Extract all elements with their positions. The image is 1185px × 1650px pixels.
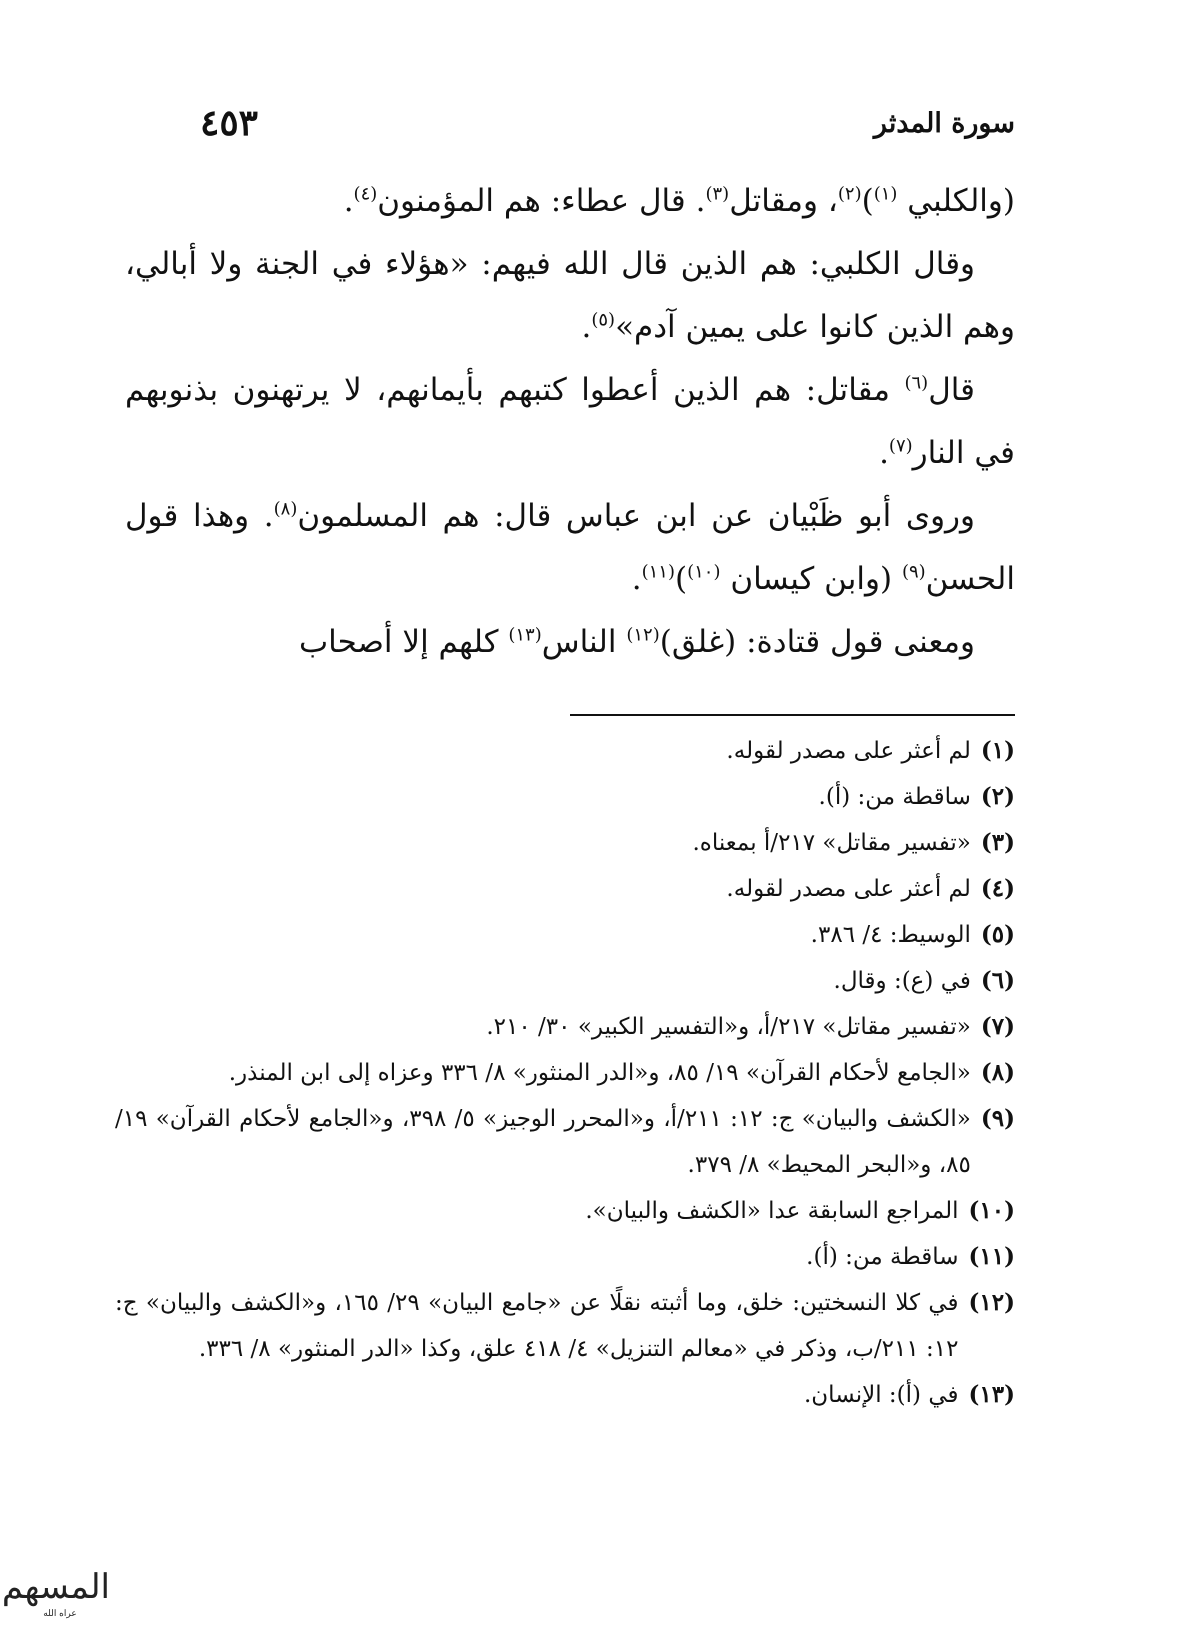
- footnote-text: «تفسير مقاتل» ٢١٧/أ، و«التفسير الكبير» ٣٠/ ٢١٠.: [486, 1014, 971, 1040]
- footnote-text: ساقطة من: (أ).: [806, 1244, 959, 1270]
- footnote-text: «الجامع لأحكام القرآن» ١٩/ ٨٥، و«الدر المنثور» ٨/ ٣٣٦ وعزاه إلى ابن المنذر.: [228, 1060, 971, 1086]
- footnote-item: [115, 958, 1015, 1004]
- paragraph-5: [125, 611, 1015, 674]
- footnote-ref: (١٢): [626, 624, 660, 646]
- footnote-number: (٧): [980, 1013, 1015, 1040]
- text-run: كلهم إلا أصحاب: [298, 624, 509, 660]
- text-run: ): [861, 183, 874, 219]
- footnote-ref: (١٠): [687, 561, 721, 583]
- footnote-ref: (٤): [353, 183, 378, 205]
- page-header: [200, 98, 1015, 148]
- footnote-ref: (١١): [641, 561, 675, 583]
- footnote-text: لم أعثر على مصدر لقوله.: [726, 876, 971, 902]
- footnote-number: (٥): [980, 921, 1015, 948]
- footnote-item: [115, 866, 1015, 912]
- page-number: ٤٥٣: [200, 102, 259, 144]
- text-run: . قال عطاء: هم المؤمنون: [377, 183, 706, 219]
- footnote-item: [115, 774, 1015, 820]
- text-run: .: [879, 435, 889, 471]
- text-run: .: [343, 183, 354, 219]
- footnote-item: [115, 1234, 1015, 1280]
- paragraph-2: [125, 233, 1015, 359]
- footnote-number: (١٢): [968, 1289, 1015, 1316]
- paragraph-3: [125, 359, 1015, 485]
- footnote-ref: (٩): [901, 561, 926, 583]
- text-run: ): [674, 561, 688, 597]
- text-run: .: [631, 561, 642, 597]
- footnote-number: (١١): [968, 1243, 1015, 1270]
- text-run: ومعنى قول قتادة: (غلق): [659, 624, 975, 660]
- text-run: وروى أبو ظَبْيان عن ابن عباس قال: هم المسلمون: [297, 498, 975, 534]
- footnote-number: (٢): [980, 783, 1015, 810]
- footnote-ref: (٣): [705, 183, 730, 205]
- footnote-number: (٣): [980, 829, 1015, 856]
- footnote-text: الوسيط: ٤/ ٣٨٦.: [810, 922, 971, 948]
- footnote-text: في (أ): الإنسان.: [803, 1382, 959, 1408]
- paragraph-4: [125, 485, 1015, 611]
- text-run: (والكلبي: [897, 183, 1015, 219]
- footnote-item: [115, 1096, 1015, 1188]
- text-run: مقاتل: هم الذين أعطوا كتبهم بأيمانهم، لا يرتهنون بذنوبهم في النار: [125, 372, 1015, 471]
- paragraph-1: [125, 170, 1015, 233]
- footnote-text: في كلا النسختين: خلق، وما أثبته نقلًا عن «جامع البيان» ٢٩/ ١٦٥، و«الكشف والبيان» ج: ١٢: ٢١١/ب، وذكر في «معالم التنزيل» ٤/ ٤١٨ علق، وكذا «الدر المنثور» ٨/ ٣٣٦.: [115, 1290, 959, 1362]
- footnotes: [115, 728, 1015, 1418]
- footnote-item: [115, 728, 1015, 774]
- footnote-ref: (٢): [837, 183, 862, 205]
- footnote-text: في (ع): وقال.: [833, 968, 971, 994]
- footnote-item: [115, 820, 1015, 866]
- footnote-ref: (٥): [591, 309, 616, 331]
- footnote-ref: (٧): [888, 435, 913, 457]
- footnote-text: «تفسير مقاتل» ٢١٧/أ بمعناه.: [692, 830, 971, 856]
- footnote-number: (١٣): [968, 1381, 1015, 1408]
- footnote-text: «الكشف والبيان» ج: ١٢: ٢١١/أ، و«المحرر الوجيز» ٥/ ٣٩٨، و«الجامع لأحكام القرآن» ١٩/ ٨٥، و«البحر المحيط» ٨/ ٣٧٩.: [115, 1106, 971, 1178]
- publisher-logo: [1, 1565, 110, 1625]
- footnote-item: [115, 1280, 1015, 1372]
- text-run: وقال الكلبي: هم الذين قال الله فيهم: «هؤلاء في الجنة ولا أبالي، وهم الذين كانوا على يمين آدم»: [125, 246, 1015, 345]
- footnote-number: (٨): [980, 1059, 1015, 1086]
- text-run: الناس: [541, 624, 627, 660]
- footnote-item: [115, 1050, 1015, 1096]
- footnote-number: (٩): [980, 1105, 1015, 1132]
- footnote-text: لم أعثر على مصدر لقوله.: [726, 738, 971, 764]
- footnote-item: [115, 1004, 1015, 1050]
- logo-text: المسهم: [1, 1567, 110, 1607]
- footnote-ref: (٦): [904, 372, 929, 394]
- text-run: (وابن كيسان: [720, 561, 902, 597]
- text-run: . وهذا قول الحسن: [125, 498, 1015, 597]
- footnote-number: (٤): [980, 875, 1015, 902]
- footnote-text: المراجع السابقة عدا «الكشف والبيان».: [585, 1198, 959, 1224]
- surah-title: سورة المدثر: [873, 107, 1015, 139]
- footnote-item: [115, 1188, 1015, 1234]
- logo-subtext: عراه الله: [43, 1609, 77, 1619]
- text-run: .: [581, 309, 592, 345]
- footnote-item: [115, 1372, 1015, 1418]
- footnote-ref: (١٣): [508, 624, 542, 646]
- footnote-ref: (٨): [273, 498, 298, 520]
- footnote-number: (١٠): [968, 1197, 1015, 1224]
- footnote-number: (١): [980, 737, 1015, 764]
- footnote-number: (٦): [980, 967, 1015, 994]
- footnote-text: ساقطة من: (أ).: [818, 784, 971, 810]
- text-run: قال: [928, 372, 975, 408]
- main-text: [125, 170, 1015, 674]
- footnote-ref: (١): [873, 183, 898, 205]
- text-run: ، ومقاتل: [729, 183, 838, 219]
- footnote-item: [115, 912, 1015, 958]
- footnote-separator: [570, 714, 1015, 716]
